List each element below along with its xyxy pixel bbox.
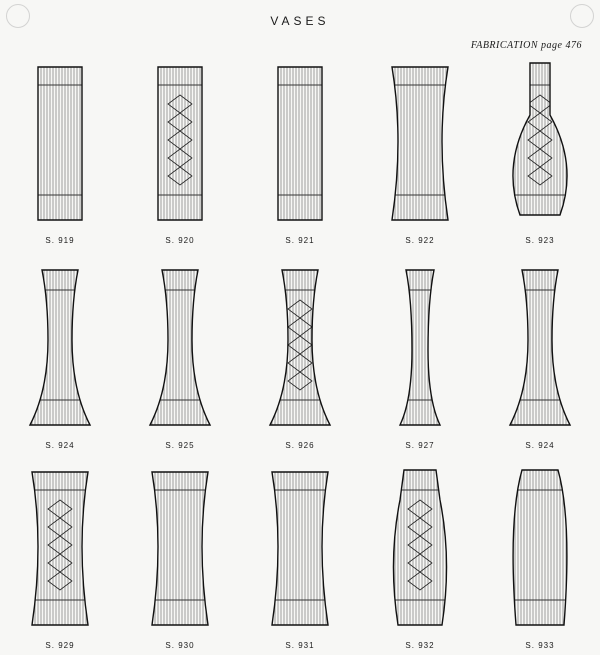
- vase-item: [360, 460, 480, 650]
- vase-item: [120, 260, 240, 450]
- vase-item: [0, 55, 120, 245]
- reference-note: FABRICATION page 476: [470, 40, 582, 51]
- engraving-lines: [10, 55, 110, 225]
- vase-caption: S. 925: [165, 441, 195, 450]
- engraving-lines: [10, 260, 110, 430]
- vase-outline: [510, 270, 570, 425]
- vase-item: [360, 55, 480, 245]
- vase-row: [0, 55, 600, 250]
- vase-outline: [393, 470, 446, 625]
- engraving-lines: [490, 55, 590, 225]
- vase-item: [480, 260, 600, 450]
- engraving-lines: [250, 55, 350, 225]
- vase-caption: S. 926: [285, 441, 315, 450]
- vase-caption: S. 924: [525, 441, 555, 450]
- engraving-lines: [490, 260, 590, 430]
- vase-caption: S. 920: [165, 236, 195, 245]
- vase-illustration: [250, 460, 350, 630]
- vase-illustration: [130, 55, 230, 225]
- vase-item: [0, 460, 120, 650]
- vase-illustration: [370, 260, 470, 430]
- vase-illustration: [130, 260, 230, 430]
- vase-outline: [30, 270, 90, 425]
- vase-illustration: [490, 55, 590, 225]
- vase-caption: S. 933: [525, 641, 555, 650]
- vase-illustration: [250, 55, 350, 225]
- vase-outline: [392, 67, 448, 220]
- vase-caption: S. 930: [165, 641, 195, 650]
- vase-outline: [400, 270, 440, 425]
- vase-item: [240, 460, 360, 650]
- vase-illustration: [490, 460, 590, 630]
- vase-item: [240, 55, 360, 245]
- vase-outline: [158, 67, 202, 220]
- vase-caption: S. 919: [45, 236, 75, 245]
- engraving-lines: [250, 460, 350, 630]
- engraving-lines: [490, 460, 590, 630]
- engraving-lines: [130, 260, 230, 430]
- vase-illustration: [370, 460, 470, 630]
- vase-item: [480, 55, 600, 245]
- engraving-lines: [370, 55, 470, 225]
- vase-caption: S. 921: [285, 236, 315, 245]
- engraving-lines: [130, 55, 230, 225]
- vase-grid: [0, 55, 600, 650]
- vase-caption: S. 931: [285, 641, 315, 650]
- vase-item: [120, 460, 240, 650]
- vase-row: [0, 260, 600, 455]
- vase-item: [0, 260, 120, 450]
- vase-outline: [152, 472, 208, 625]
- vase-row: [0, 460, 600, 655]
- vase-caption: S. 924: [45, 441, 75, 450]
- vase-illustration: [10, 460, 110, 630]
- engraving-lines: [130, 460, 230, 630]
- vase-caption: S. 932: [405, 641, 435, 650]
- vase-outline: [272, 472, 328, 625]
- vase-item: [240, 260, 360, 450]
- vase-caption: S. 923: [525, 236, 555, 245]
- vase-item: [120, 55, 240, 245]
- vase-item: [360, 260, 480, 450]
- vase-caption: S. 927: [405, 441, 435, 450]
- vase-illustration: [10, 260, 110, 430]
- page-title: VASES: [270, 14, 330, 28]
- vase-item: [480, 460, 600, 650]
- engraving-lines: [370, 260, 470, 430]
- vase-outline: [270, 270, 330, 425]
- vase-illustration: [250, 260, 350, 430]
- vase-outline: [38, 67, 82, 220]
- vase-illustration: [10, 55, 110, 225]
- vase-outline: [150, 270, 210, 425]
- engraving-lines: [370, 460, 470, 630]
- engraving-lines: [250, 260, 350, 430]
- vase-outline: [278, 67, 322, 220]
- vase-illustration: [370, 55, 470, 225]
- vase-caption: S. 922: [405, 236, 435, 245]
- vase-outline: [32, 472, 88, 625]
- vase-caption: S. 929: [45, 641, 75, 650]
- vase-illustration: [490, 260, 590, 430]
- engraving-lines: [10, 460, 110, 630]
- vase-illustration: [130, 460, 230, 630]
